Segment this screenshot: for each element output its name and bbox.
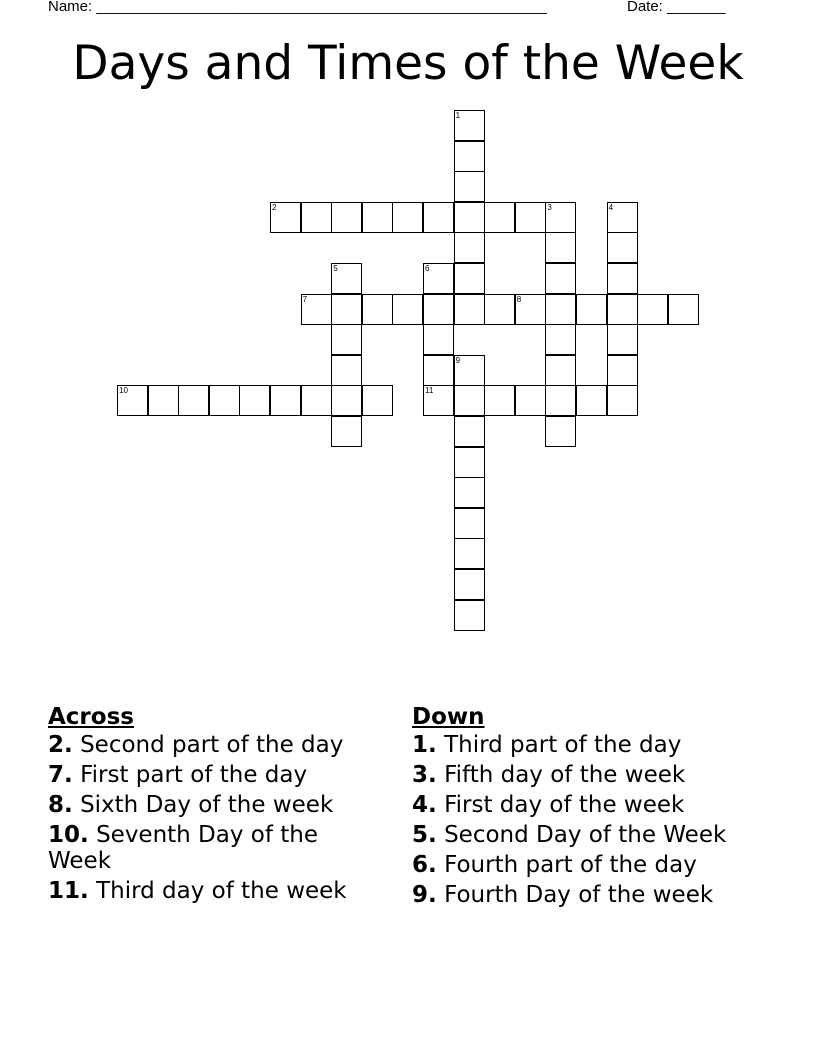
down-clue [412, 732, 772, 758]
crossword-cell[interactable] [423, 324, 454, 355]
clue-text: First day of the week [444, 792, 685, 818]
crossword-cell[interactable] [362, 294, 393, 325]
down-heading: Down [412, 704, 485, 730]
crossword-cell[interactable] [454, 416, 485, 447]
crossword-cell[interactable] [484, 294, 515, 325]
crossword-cell[interactable] [454, 538, 485, 569]
clue-number: 8. [48, 792, 73, 818]
crossword-cell[interactable] [515, 294, 546, 325]
clue-number: 7. [48, 762, 73, 788]
crossword-cell[interactable] [454, 171, 485, 202]
cell-number: 1 [455, 111, 461, 120]
crossword-cell[interactable] [454, 232, 485, 263]
clue-text: Sixth Day of the week [80, 792, 334, 818]
crossword-cell[interactable] [454, 294, 485, 325]
crossword-cell[interactable] [454, 141, 485, 172]
crossword-cell[interactable] [607, 385, 638, 416]
crossword-cell[interactable] [331, 294, 362, 325]
crossword-cell[interactable] [484, 385, 515, 416]
cell-number: 2 [272, 202, 277, 212]
crossword-cell[interactable] [301, 202, 332, 233]
crossword-cell[interactable] [270, 202, 301, 233]
crossword-cell[interactable] [454, 508, 485, 539]
crossword-cell[interactable] [607, 355, 638, 386]
crossword-cell[interactable] [178, 385, 209, 416]
clue-text: Fourth part of the day [444, 852, 697, 878]
crossword-cell[interactable] [668, 294, 699, 325]
across-heading: Across [48, 704, 134, 730]
crossword-cell[interactable] [362, 385, 393, 416]
across-clue [48, 732, 388, 758]
clue-number: 9. [412, 882, 437, 908]
cell-number: 11 [425, 386, 434, 396]
crossword-cell[interactable] [454, 569, 485, 600]
crossword-cell[interactable] [239, 385, 270, 416]
clue-number: 5. [412, 822, 437, 848]
down-clue [412, 822, 772, 848]
crossword-cell[interactable] [454, 385, 485, 416]
crossword-cell[interactable] [576, 294, 607, 325]
clue-text: Second Day of the Week [444, 822, 727, 848]
across-clue [48, 792, 388, 818]
crossword-cell[interactable] [545, 232, 576, 263]
cell-number: 10 [119, 386, 128, 396]
down-clue [412, 792, 772, 818]
crossword-cell[interactable] [331, 385, 362, 416]
crossword-cell[interactable] [454, 447, 485, 478]
crossword-cell[interactable] [331, 324, 362, 355]
crossword-cell[interactable] [545, 385, 576, 416]
crossword-cell[interactable] [545, 263, 576, 294]
crossword-cell[interactable] [607, 202, 638, 233]
clue-text: First part of the day [80, 762, 308, 788]
clue-text: Third day of the week [96, 878, 347, 904]
clue-text: Seventh Day of the Week [48, 822, 319, 874]
crossword-cell[interactable] [423, 202, 454, 233]
cell-number: 7 [302, 294, 308, 304]
crossword-cell[interactable] [454, 110, 485, 141]
crossword-cell[interactable] [545, 416, 576, 447]
crossword-cell[interactable] [607, 263, 638, 294]
down-clue [412, 762, 772, 788]
across-clue [48, 878, 388, 904]
date-field: Date: _______ [627, 0, 726, 15]
crossword-cell[interactable] [515, 202, 546, 233]
across-clue [48, 762, 388, 788]
crossword-cell[interactable] [331, 355, 362, 386]
crossword-cell[interactable] [607, 232, 638, 263]
crossword-cell[interactable] [331, 416, 362, 447]
crossword-cell[interactable] [454, 355, 485, 386]
crossword-cell[interactable] [454, 477, 485, 508]
across-clue [48, 822, 388, 874]
cell-number: 4 [608, 202, 614, 212]
crossword-cell[interactable] [392, 202, 423, 233]
cell-number: 5 [333, 264, 338, 273]
crossword-cell[interactable] [301, 385, 332, 416]
crossword-cell[interactable] [545, 202, 576, 233]
crossword-cell[interactable] [362, 202, 393, 233]
crossword-cell[interactable] [637, 294, 668, 325]
crossword-cell[interactable] [301, 294, 332, 325]
crossword-cell[interactable] [515, 385, 546, 416]
crossword-cell[interactable] [454, 263, 485, 294]
clue-number: 2. [48, 732, 73, 758]
crossword-cell[interactable] [607, 324, 638, 355]
crossword-cell[interactable] [270, 385, 301, 416]
crossword-cell[interactable] [423, 263, 454, 294]
crossword-cell[interactable] [423, 294, 454, 325]
clue-number: 6. [412, 852, 437, 878]
crossword-cell[interactable] [484, 202, 515, 233]
name-field: Name: ______________________________________________________ [48, 0, 547, 15]
crossword-cell[interactable] [545, 294, 576, 325]
crossword-cell[interactable] [331, 202, 362, 233]
crossword-cell[interactable] [331, 263, 362, 294]
page-title: Days and Times of the Week [72, 36, 744, 91]
down-clues [412, 702, 772, 912]
clue-number: 4. [412, 792, 437, 818]
cell-number: 3 [547, 202, 552, 212]
clue-text: Fourth Day of the week [444, 882, 714, 908]
clue-number: 10. [48, 822, 89, 848]
crossword-cell[interactable] [148, 385, 179, 416]
crossword-cell[interactable] [545, 355, 576, 386]
crossword-cell[interactable] [117, 385, 148, 416]
clue-number: 3. [412, 762, 437, 788]
clue-text: Third part of the day [444, 732, 682, 758]
crossword-cell[interactable] [545, 324, 576, 355]
cell-number: 6 [425, 264, 430, 273]
crossword-cell[interactable] [454, 202, 485, 233]
crossword-cell[interactable] [209, 385, 240, 416]
crossword-cell[interactable] [607, 294, 638, 325]
cell-number: 9 [455, 355, 461, 365]
down-clue [412, 882, 772, 908]
clue-text: Second part of the day [80, 732, 344, 758]
cell-number: 8 [516, 294, 522, 304]
clue-number: 1. [412, 732, 437, 758]
crossword-cell[interactable] [576, 385, 607, 416]
across-clues [48, 702, 388, 908]
clue-text: Fifth day of the week [444, 762, 686, 788]
crossword-cell[interactable] [423, 385, 454, 416]
crossword-cell[interactable] [392, 294, 423, 325]
clue-number: 11. [48, 878, 89, 904]
crossword-cell[interactable] [454, 600, 485, 631]
down-clue [412, 852, 772, 878]
crossword-cell[interactable] [423, 355, 454, 386]
